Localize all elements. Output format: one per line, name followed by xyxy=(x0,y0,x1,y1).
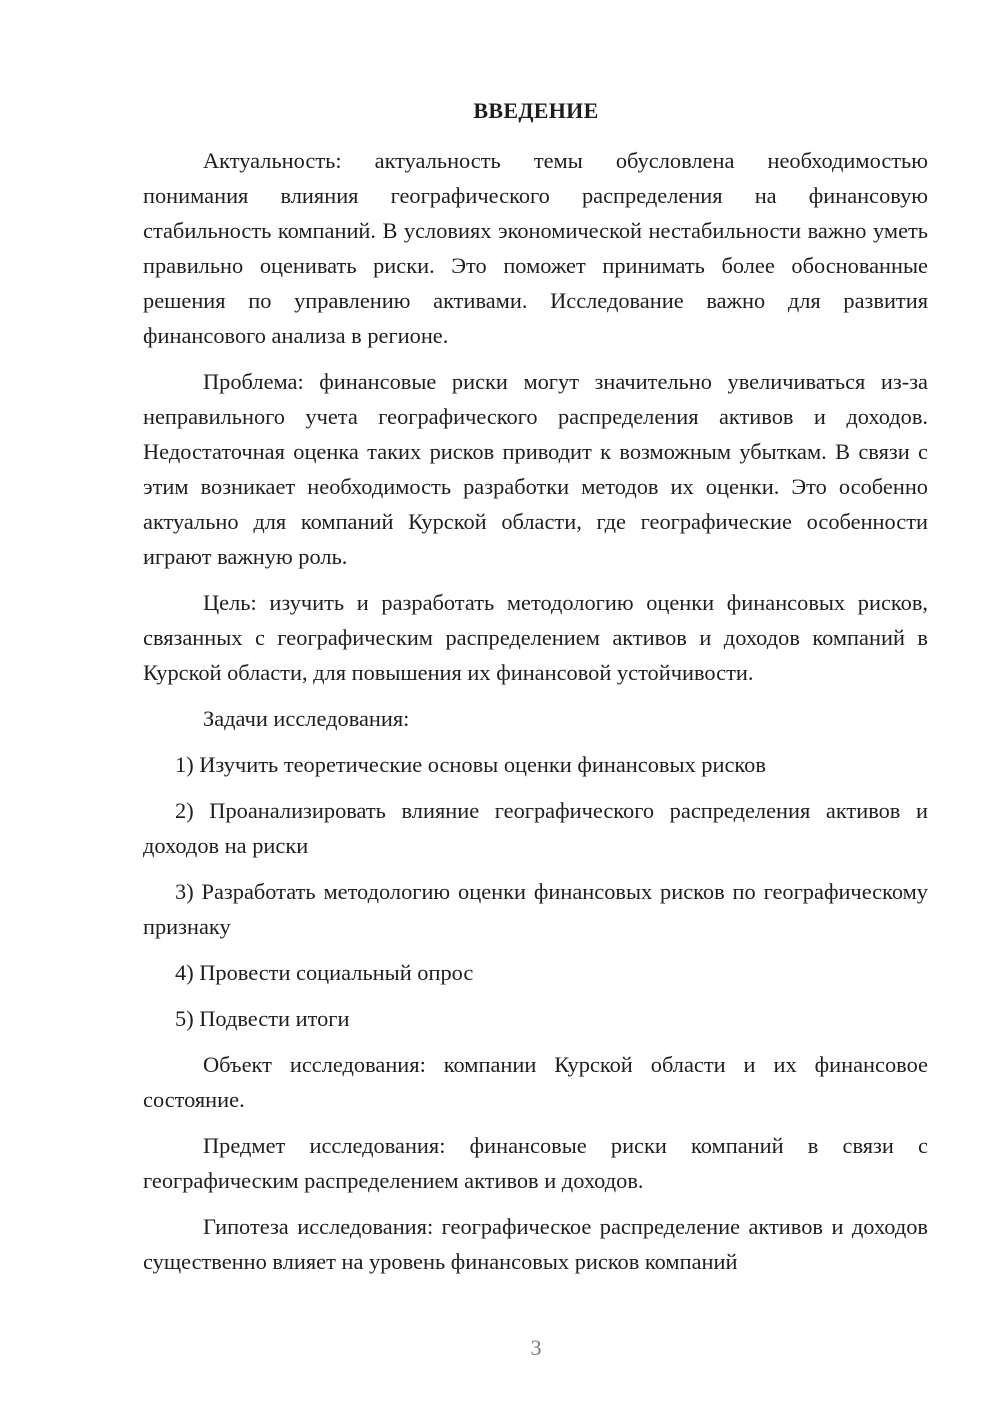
task-item-1: 1) Изучить теоретические основы оценки финансовых рисков xyxy=(175,752,766,777)
paragraph-object: Объект исследования: компании Курской области и их финансовое состояние. xyxy=(143,1052,928,1112)
paragraph-problem: Проблема: финансовые риски могут значительно увеличиваться из-за неправильного учета географического распределения активов и доходов. Недостаточная оценка таких рисков приводит к возможным убыткам. В связи с этим возникает необходимость разработки методов их оценки. Это особенно актуально для компаний Курской области, где географические особенности играют важную роль. xyxy=(143,369,928,569)
paragraph-goal: Цель: изучить и разработать методологию оценки финансовых рисков, связанных с географическим распределением активов и доходов компаний в Курской области, для повышения их финансовой устойчивости. xyxy=(143,590,928,685)
task-item-5: 5) Подвести итоги xyxy=(175,1006,350,1031)
task-item-4: 4) Провести социальный опрос xyxy=(175,960,474,985)
task-item-3: 3) Разработать методологию оценки финансовых рисков по географическому признаку xyxy=(143,879,928,939)
task-item-2: 2) Проанализировать влияние географического распределения активов и доходов на риски xyxy=(143,798,928,858)
section-heading: ВВЕДЕНИЕ xyxy=(473,98,599,123)
paragraph-hypothesis: Гипотеза исследования: географическое распределение активов и доходов существенно влияет на уровень финансовых рисков компаний xyxy=(143,1214,928,1274)
paragraph-subject: Предмет исследования: финансовые риски компаний в связи с географическим распределением активов и доходов. xyxy=(143,1133,928,1193)
tasks-title: Задачи исследования: xyxy=(203,706,410,731)
document-body xyxy=(143,143,928,1279)
paragraph-relevance: Актуальность: актуальность темы обусловлена необходимостью понимания влияния географического распределения на финансовую стабильность компаний. В условиях экономической нестабильности важно уметь правильно оценивать риски. Это поможет принимать более обоснованные решения по управлению активами. Исследование важно для развития финансового анализа в регионе. xyxy=(143,148,928,348)
page-number: 3 xyxy=(530,1335,542,1360)
